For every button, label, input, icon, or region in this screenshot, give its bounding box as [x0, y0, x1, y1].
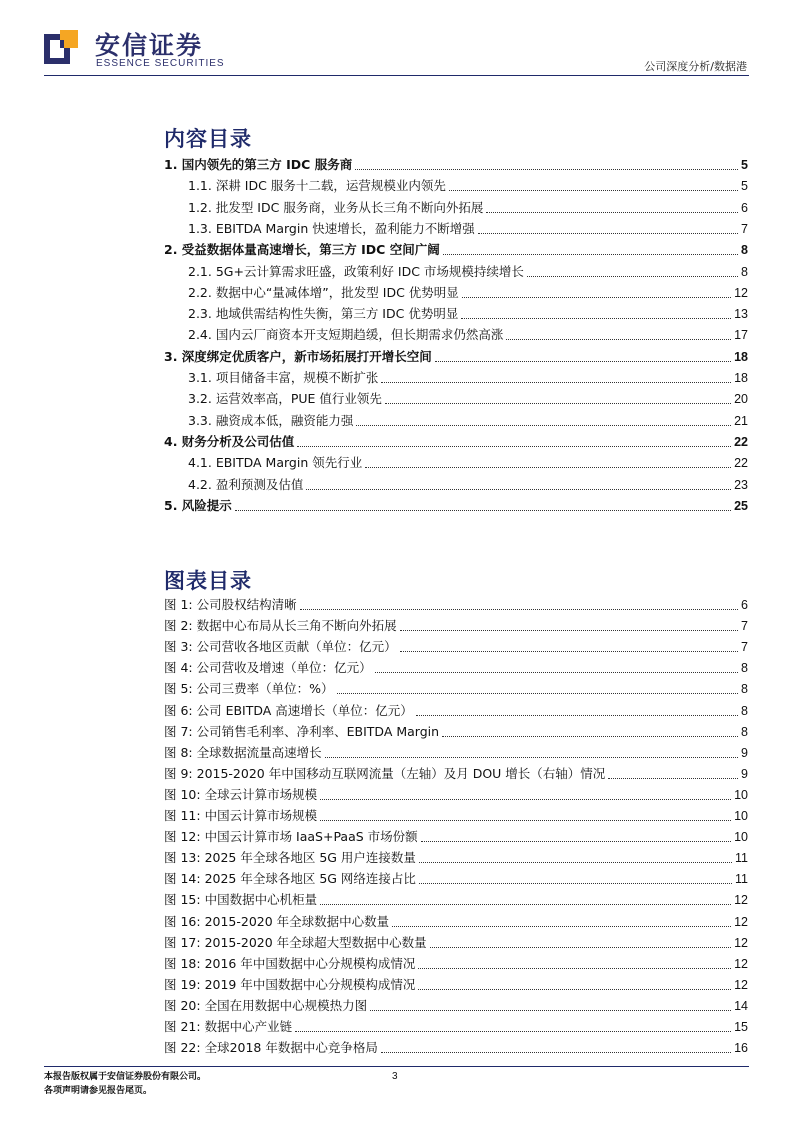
entry-title: 图 17: 2015-2020 年全球超大型数据中心数量	[164, 934, 427, 950]
entry-title: 图 21: 数据中心产业链	[164, 1019, 293, 1034]
entry-title: 图 11: 中国云计算市场规模	[164, 808, 318, 823]
dot-leader	[461, 318, 731, 319]
figure-entry[interactable]	[164, 972, 748, 993]
figure-entry[interactable]	[164, 951, 748, 972]
entry-title: 图 3: 公司营收各地区贡献（单位：亿元）	[164, 639, 397, 655]
dot-leader	[320, 904, 731, 905]
dot-leader	[449, 190, 738, 191]
entry-title: 4. 财务分析及公司估值	[164, 433, 295, 449]
figure-entry[interactable]	[164, 824, 748, 845]
dot-leader	[325, 757, 738, 758]
entry-page-number: 22	[734, 434, 748, 449]
contents-title: 内容目录	[164, 127, 252, 151]
entry-title: 3.2. 运营效率高，PUE 值行业领先	[188, 391, 382, 407]
figure-entry[interactable]	[164, 761, 748, 782]
entry-page-number: 9	[741, 745, 748, 760]
entry-page-number: 18	[734, 371, 748, 385]
dot-leader	[416, 715, 738, 716]
entry-title: 图 10: 全球云计算市场规模	[164, 786, 318, 802]
dot-leader	[442, 736, 738, 737]
entry-title: 2. 受益数据体量高速增长，第三方 IDC 空间广阔	[164, 242, 440, 258]
entry-title: 图 19: 2019 年中国数据中心分规模构成情况	[164, 976, 416, 992]
entry-page-number: 10	[734, 830, 748, 845]
entry-title: 3.3. 融资成本低，融资能力强	[188, 412, 354, 428]
dot-leader	[392, 926, 731, 927]
entry-page-number: 17	[734, 328, 748, 343]
figure-entry[interactable]	[164, 887, 748, 908]
dot-leader	[320, 820, 731, 821]
toc-entry[interactable]	[164, 301, 748, 322]
dot-leader	[430, 947, 731, 948]
toc-entry[interactable]	[164, 322, 748, 343]
entry-page-number: 8	[741, 661, 748, 676]
disclaimer-line: 各项声明请参见报告尾页。	[44, 1086, 153, 1096]
entry-page-number: 12	[734, 977, 748, 992]
entry-page-number: 10	[734, 787, 748, 802]
dot-leader	[370, 1010, 731, 1011]
entry-page-number: 22	[734, 456, 748, 471]
toc-entry[interactable]	[164, 365, 748, 386]
entry-page-number: 13	[734, 307, 748, 322]
figure-entry[interactable]	[164, 740, 748, 761]
copyright-line: 本报告版权属于安信证券股份有限公司。	[44, 1072, 207, 1082]
dot-leader	[608, 778, 738, 779]
dot-leader	[421, 841, 731, 842]
entry-page-number: 7	[741, 221, 748, 236]
figure-entry[interactable]	[164, 866, 748, 887]
entry-page-number: 21	[734, 413, 748, 428]
dot-leader	[419, 883, 732, 884]
dot-leader	[435, 361, 731, 362]
entry-title: 图 4: 公司营收及增速（单位：亿元）	[164, 660, 372, 676]
figure-entry[interactable]	[164, 782, 748, 803]
essence-logo-icon	[44, 30, 78, 64]
page-number: 3	[392, 1071, 398, 1082]
dot-leader	[381, 1052, 731, 1053]
dot-leader	[320, 799, 731, 800]
figure-entry[interactable]	[164, 698, 748, 719]
copyright-notice	[44, 1070, 206, 1098]
entry-page-number: 8	[741, 703, 748, 718]
logo-chinese-name: 安信证券	[95, 31, 204, 60]
dot-leader	[486, 212, 738, 213]
entry-title: 图 22: 全球2018 年数据中心竞争格局	[164, 1040, 378, 1056]
dot-leader	[306, 489, 731, 490]
entry-title: 图 5: 公司三费率（单位：%）	[164, 681, 334, 697]
entry-page-number: 6	[741, 598, 748, 612]
dot-leader	[355, 169, 738, 170]
dot-leader	[400, 651, 738, 652]
entry-title: 图 7: 公司销售毛利率、净利率、EBITDA Margin	[164, 723, 440, 739]
entry-title: 1.3. EBITDA Margin 快速增长，盈利能力不断增强	[188, 220, 475, 236]
dot-leader	[300, 609, 738, 610]
entry-title: 2.4. 国内云厂商资本开支短期趋缓，但长期需求仍然高涨	[188, 327, 504, 343]
entry-page-number: 10	[734, 809, 748, 823]
entry-page-number: 5	[741, 158, 748, 172]
entry-page-number: 8	[741, 264, 748, 279]
entry-page-number: 8	[741, 724, 748, 739]
dot-leader	[443, 254, 738, 255]
figure-entry[interactable]	[164, 993, 748, 1014]
dot-leader	[235, 510, 731, 511]
dot-leader	[527, 276, 738, 277]
entry-page-number: 12	[734, 285, 748, 300]
figure-entry[interactable]	[164, 845, 748, 866]
figure-entry[interactable]	[164, 719, 748, 740]
toc-entry[interactable]	[164, 216, 748, 237]
entry-title: 1.1. 深耕 IDC 服务十二载，运营规模业内领先	[188, 178, 446, 194]
figure-entry[interactable]	[164, 1035, 748, 1056]
entry-page-number: 9	[741, 766, 748, 781]
entry-title: 2.2. 数据中心“量减体增”，批发型 IDC 优势明显	[188, 284, 459, 300]
figure-entry[interactable]	[164, 634, 748, 655]
entry-title: 5. 风险提示	[164, 497, 232, 513]
entry-page-number: 18	[734, 349, 748, 364]
entry-page-number: 23	[734, 477, 748, 492]
footer-divider	[44, 1066, 749, 1067]
dot-leader	[365, 467, 731, 468]
dot-leader	[356, 425, 731, 426]
entry-title: 图 6: 公司 EBITDA 高速增长（单位：亿元）	[164, 702, 413, 718]
figure-entry[interactable]	[164, 909, 748, 930]
entry-title: 2.1. 5G+云计算需求旺盛，政策利好 IDC 市场规模持续增长	[188, 263, 524, 279]
toc-entry[interactable]	[164, 280, 748, 301]
entry-page-number: 11	[735, 851, 748, 866]
dot-leader	[375, 672, 738, 673]
entry-title: 2.3. 地域供需结构性失衡，第三方 IDC 优势明显	[188, 306, 459, 322]
dot-leader	[297, 446, 731, 447]
entry-title: 图 12: 中国云计算市场 IaaS+PaaS 市场份额	[164, 829, 418, 845]
entry-title: 图 2: 数据中心布局从长三角不断向外拓展	[164, 618, 397, 634]
dot-leader	[385, 403, 731, 404]
entry-title: 图 18: 2016 年中国数据中心分规模构成情况	[164, 955, 416, 971]
entry-title: 图 13: 2025 年全球各地区 5G 用户连接数量	[164, 850, 416, 866]
entry-title: 1. 国内领先的第三方 IDC 服务商	[164, 157, 353, 172]
entry-page-number: 12	[734, 893, 748, 908]
figure-entry[interactable]	[164, 676, 748, 697]
toc-entry[interactable]	[164, 173, 748, 194]
entry-page-number: 12	[734, 935, 748, 950]
entry-title: 图 20: 全国在用数据中心规模热力图	[164, 997, 368, 1013]
dot-leader	[337, 693, 739, 694]
header-divider	[44, 75, 749, 76]
entry-title: 3.1. 项目储备丰富，规模不断扩张	[188, 370, 379, 385]
entry-title: 图 15: 中国数据中心机柜量	[164, 892, 318, 908]
dot-leader	[400, 630, 738, 631]
figure-entry[interactable]	[164, 1014, 748, 1035]
entry-title: 4.2. 盈利预测及估值	[188, 476, 304, 492]
toc-entry[interactable]	[164, 408, 748, 429]
dot-leader	[381, 382, 731, 383]
entry-title: 4.1. EBITDA Margin 领先行业	[188, 455, 363, 471]
figure-entry[interactable]	[164, 613, 748, 634]
entry-page-number: 15	[734, 1020, 748, 1034]
entry-title: 图 16: 2015-2020 年全球数据中心数量	[164, 913, 390, 929]
figure-entry[interactable]	[164, 592, 748, 613]
toc-entry[interactable]	[164, 429, 748, 450]
logo-english-name: ESSENCE SECURITIES	[96, 58, 225, 69]
toc-entry[interactable]	[164, 344, 748, 365]
entry-title: 图 8: 全球数据流量高速增长	[164, 744, 322, 760]
entry-page-number: 7	[741, 619, 748, 634]
figure-entry[interactable]	[164, 803, 748, 824]
entry-page-number: 7	[741, 640, 748, 655]
dot-leader	[418, 989, 731, 990]
entry-title: 图 1: 公司股权结构清晰	[164, 597, 297, 612]
toc-entry[interactable]	[164, 195, 748, 216]
toc-entry[interactable]	[164, 450, 748, 471]
toc-entry[interactable]	[164, 152, 748, 173]
entry-page-number: 6	[741, 200, 748, 215]
entry-title: 图 14: 2025 年全球各地区 5G 网络连接占比	[164, 871, 416, 887]
entry-page-number: 5	[741, 179, 748, 194]
report-type: 公司深度分析/数据港	[644, 60, 747, 73]
toc-entry[interactable]	[164, 259, 748, 280]
dot-leader	[418, 968, 731, 969]
entry-title: 1.2. 批发型 IDC 服务商，业务从长三角不断向外拓展	[188, 199, 484, 215]
entry-page-number: 11	[735, 872, 748, 887]
page-header	[0, 0, 793, 80]
entry-page-number: 8	[741, 243, 748, 258]
toc-entry[interactable]	[164, 472, 748, 493]
dot-leader	[506, 339, 731, 340]
toc-entry[interactable]	[164, 237, 748, 258]
figure-entry[interactable]	[164, 930, 748, 951]
entry-title: 图 9: 2015-2020 年中国移动互联网流量（左轴）及月 DOU 增长（右轴）情况	[164, 765, 606, 781]
entry-page-number: 12	[734, 914, 748, 929]
toc-entry[interactable]	[164, 493, 748, 514]
entry-page-number: 8	[741, 682, 748, 697]
entry-page-number: 20	[734, 392, 748, 407]
dot-leader	[478, 233, 738, 234]
entry-title: 3. 深度绑定优质客户，新市场拓展打开增长空间	[164, 348, 432, 364]
entry-page-number: 25	[734, 498, 748, 513]
toc-entry[interactable]	[164, 386, 748, 407]
entry-page-number: 12	[734, 956, 748, 971]
figures-title: 图表目录	[164, 569, 252, 593]
entry-page-number: 16	[734, 1041, 748, 1056]
entry-page-number: 14	[734, 998, 748, 1013]
dot-leader	[295, 1031, 731, 1032]
dot-leader	[462, 297, 731, 298]
dot-leader	[419, 862, 732, 863]
figure-entry[interactable]	[164, 655, 748, 676]
